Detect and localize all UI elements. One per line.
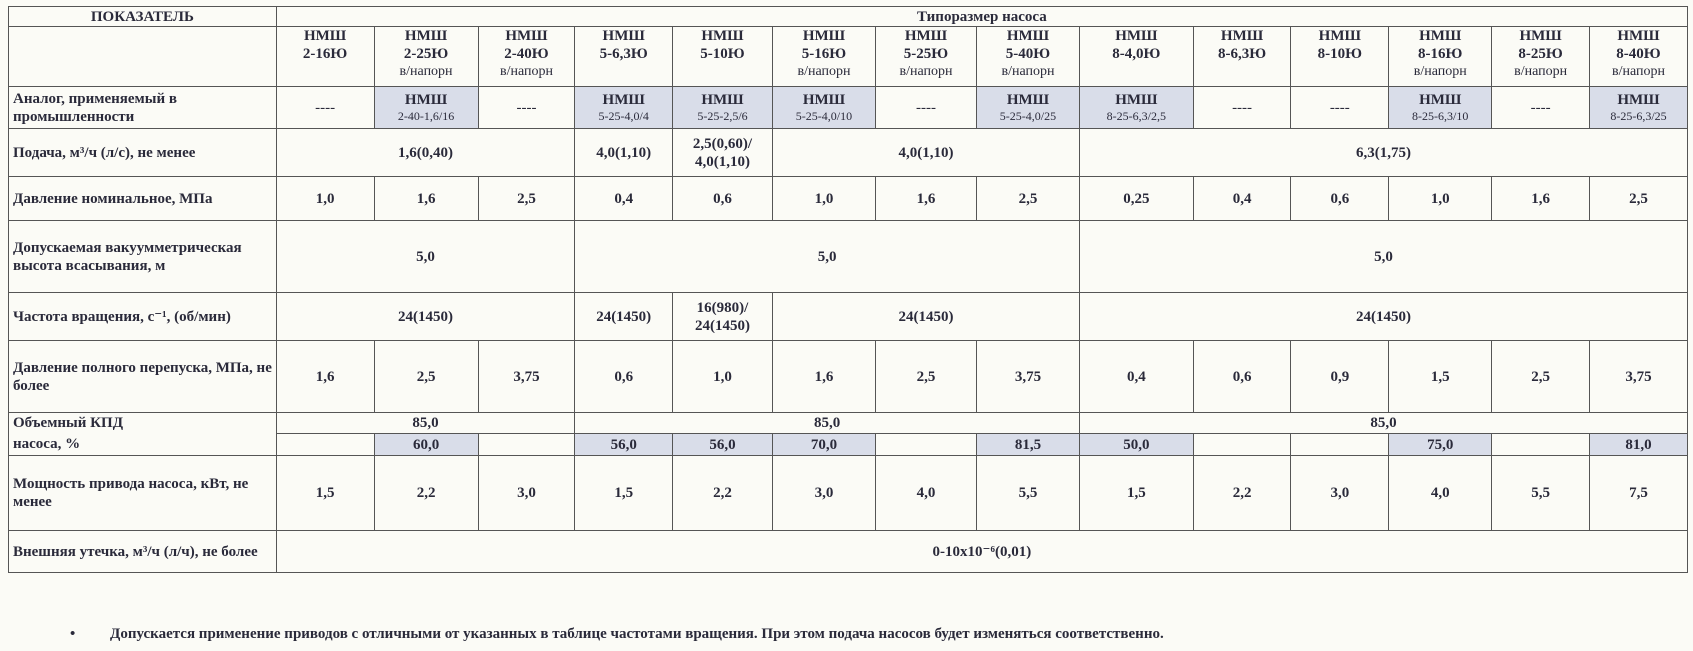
pump-name-cell: НМШ 8-6,3Ю — [1193, 27, 1291, 87]
efficiency-group-value: 85,0 — [575, 413, 1080, 434]
footnote — [70, 626, 1164, 643]
pump-name-cell: НМШ 2-25Ю в/напорн — [374, 27, 478, 87]
pressure-value: 1,6 — [876, 177, 977, 221]
bypass-value: 1,5 — [1389, 341, 1492, 413]
speed-value: 16(980)/ 24(1450) — [673, 293, 773, 341]
power-label: Мощность привода насоса, кВт, не менее — [9, 456, 277, 531]
power-value: 5,5 — [1492, 456, 1590, 531]
pump-name-cell: НМШ 5-6,3Ю — [575, 27, 673, 87]
power-value: 3,0 — [772, 456, 875, 531]
efficiency-analog-value: 81,0 — [1590, 434, 1688, 456]
power-value: 2,2 — [673, 456, 773, 531]
speed-value: 24(1450) — [1080, 293, 1688, 341]
flow-label: Подача, м³/ч (л/с), не менее — [9, 129, 277, 177]
efficiency-analog-value — [1193, 434, 1291, 456]
power-value: 1,5 — [276, 456, 374, 531]
vacuum-row — [9, 221, 1688, 293]
analog-cell: НМШ 5-25-2,5/6 — [673, 87, 773, 129]
flow-value: 6,3(1,75) — [1080, 129, 1688, 177]
pressure-row — [9, 177, 1688, 221]
pump-name-cell: НМШ 5-40Ю в/напорн — [976, 27, 1079, 87]
vacuum-value: 5,0 — [1080, 221, 1688, 293]
efficiency-analog-value: 70,0 — [772, 434, 875, 456]
efficiency-group-value: 85,0 — [1080, 413, 1688, 434]
bullet-icon: • — [70, 626, 76, 642]
power-value: 7,5 — [1590, 456, 1688, 531]
analog-cell: ---- — [1291, 87, 1389, 129]
bypass-value: 2,5 — [876, 341, 977, 413]
bypass-value: 1,6 — [772, 341, 875, 413]
analog-cell: НМШ 5-25-4,0/4 — [575, 87, 673, 129]
speed-value: 24(1450) — [276, 293, 575, 341]
efficiency-analog-value: 56,0 — [673, 434, 773, 456]
pressure-value: 1,6 — [374, 177, 478, 221]
efficiency-analog-value — [876, 434, 977, 456]
power-value: 2,2 — [374, 456, 478, 531]
pump-name-cell: НМШ 5-16Ю в/напорн — [772, 27, 875, 87]
bypass-value: 0,9 — [1291, 341, 1389, 413]
power-value: 3,0 — [1291, 456, 1389, 531]
bypass-value: 0,6 — [575, 341, 673, 413]
bypass-value: 1,6 — [276, 341, 374, 413]
leak-label: Внешняя утечка, м³/ч (л/ч), не более — [9, 531, 277, 573]
pump-spec-table — [8, 6, 1688, 573]
flow-value: 2,5(0,60)/ 4,0(1,10) — [673, 129, 773, 177]
pressure-value: 0,4 — [575, 177, 673, 221]
power-value: 1,5 — [575, 456, 673, 531]
vacuum-value: 5,0 — [276, 221, 575, 293]
pump-name-cell: НМШ 8-40Ю в/напорн — [1590, 27, 1688, 87]
flow-row — [9, 129, 1688, 177]
analog-cell: ---- — [276, 87, 374, 129]
pump-name-cell: НМШ 8-4,0Ю — [1080, 27, 1194, 87]
bypass-label: Давление полного перепуска, МПа, не более — [9, 341, 277, 413]
flow-value: 4,0(1,10) — [575, 129, 673, 177]
bypass-value: 3,75 — [1590, 341, 1688, 413]
analog-cell: ---- — [876, 87, 977, 129]
power-value: 4,0 — [1389, 456, 1492, 531]
efficiency-group-value: 85,0 — [276, 413, 575, 434]
bypass-value: 2,5 — [374, 341, 478, 413]
bypass-value: 0,6 — [1193, 341, 1291, 413]
pump-name-cell: НМШ 5-10Ю — [673, 27, 773, 87]
bypass-value: 3,75 — [976, 341, 1079, 413]
efficiency-analog-value — [1492, 434, 1590, 456]
pressure-label: Давление номинальное, МПа — [9, 177, 277, 221]
vacuum-value: 5,0 — [575, 221, 1080, 293]
analog-cell: ---- — [1193, 87, 1291, 129]
analog-cell: ---- — [1492, 87, 1590, 129]
efficiency-analog-value: 60,0 — [374, 434, 478, 456]
pressure-value: 1,0 — [1389, 177, 1492, 221]
pump-names-row — [9, 27, 1688, 87]
power-value: 2,2 — [1193, 456, 1291, 531]
blank-label-cell — [9, 27, 277, 87]
bypass-value: 3,75 — [478, 341, 575, 413]
pressure-value: 2,5 — [1590, 177, 1688, 221]
pressure-value: 0,6 — [1291, 177, 1389, 221]
analog-cell: НМШ 2-40-1,6/16 — [374, 87, 478, 129]
speed-value: 24(1450) — [575, 293, 673, 341]
analog-cell: НМШ 5-25-4,0/10 — [772, 87, 875, 129]
power-value: 5,5 — [976, 456, 1079, 531]
efficiency-row-1 — [9, 413, 1688, 434]
pump-name-cell: НМШ 2-40Ю в/напорн — [478, 27, 575, 87]
efficiency-analog-value — [276, 434, 374, 456]
pressure-value: 0,4 — [1193, 177, 1291, 221]
flow-value: 4,0(1,10) — [772, 129, 1079, 177]
leak-value: 0-10x10⁻⁶(0,01) — [276, 531, 1687, 573]
header-row — [9, 7, 1688, 27]
vacuum-label: Допускаемая вакуумметрическая высота всасывания, м — [9, 221, 277, 293]
pump-size-header: Типоразмер насоса — [276, 7, 1687, 27]
analog-label: Аналог, применяемый в промышленности — [9, 87, 277, 129]
analog-cell: ---- — [478, 87, 575, 129]
pump-name-cell: НМШ 8-10Ю — [1291, 27, 1389, 87]
power-value: 1,5 — [1080, 456, 1194, 531]
pressure-value: 1,0 — [772, 177, 875, 221]
spec-table-wrapper — [8, 6, 1688, 573]
bypass-value: 2,5 — [1492, 341, 1590, 413]
pressure-value: 2,5 — [976, 177, 1079, 221]
pump-name-cell: НМШ 8-25Ю в/напорн — [1492, 27, 1590, 87]
efficiency-analog-value: 56,0 — [575, 434, 673, 456]
leak-row — [9, 531, 1688, 573]
analog-cell: НМШ 8-25-6,3/2,5 — [1080, 87, 1194, 129]
power-row — [9, 456, 1688, 531]
efficiency-label-line2: насоса, % — [9, 434, 277, 456]
speed-value: 24(1450) — [772, 293, 1079, 341]
indicator-header: ПОКАЗАТЕЛЬ — [9, 7, 277, 27]
analog-cell: НМШ 8-25-6,3/10 — [1389, 87, 1492, 129]
efficiency-analog-value — [478, 434, 575, 456]
footnote-text: Допускается применение приводов с отличными от указанных в таблице частотами вращения. При этом подача насосов будет изменяться соответственно. — [110, 626, 1164, 642]
pump-name-cell: НМШ 5-25Ю в/напорн — [876, 27, 977, 87]
bypass-value: 0,4 — [1080, 341, 1194, 413]
pressure-value: 0,6 — [673, 177, 773, 221]
speed-label: Частота вращения, с⁻¹, (об/мин) — [9, 293, 277, 341]
efficiency-analog-value: 75,0 — [1389, 434, 1492, 456]
pressure-value: 1,0 — [276, 177, 374, 221]
efficiency-analog-value — [1291, 434, 1389, 456]
speed-row — [9, 293, 1688, 341]
pressure-value: 0,25 — [1080, 177, 1194, 221]
analog-cell: НМШ 8-25-6,3/25 — [1590, 87, 1688, 129]
efficiency-analog-value: 81,5 — [976, 434, 1079, 456]
analog-row — [9, 87, 1688, 129]
flow-value: 1,6(0,40) — [276, 129, 575, 177]
bypass-row — [9, 341, 1688, 413]
pump-name-cell: НМШ 2-16Ю — [276, 27, 374, 87]
efficiency-label-line1: Объемный КПД — [9, 413, 277, 434]
pump-name-cell: НМШ 8-16Ю в/напорн — [1389, 27, 1492, 87]
efficiency-row-2 — [9, 434, 1688, 456]
power-value: 3,0 — [478, 456, 575, 531]
efficiency-analog-value: 50,0 — [1080, 434, 1194, 456]
pressure-value: 2,5 — [478, 177, 575, 221]
bypass-value: 1,0 — [673, 341, 773, 413]
analog-cell: НМШ 5-25-4,0/25 — [976, 87, 1079, 129]
power-value: 4,0 — [876, 456, 977, 531]
pressure-value: 1,6 — [1492, 177, 1590, 221]
